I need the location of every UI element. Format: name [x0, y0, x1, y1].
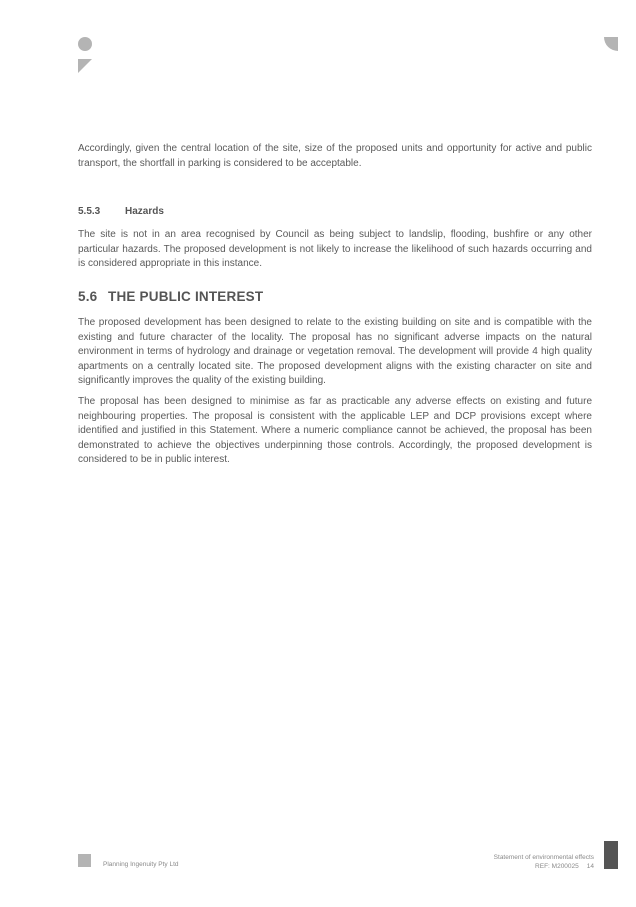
footer-company: Planning Ingenuity Pty Ltd	[103, 861, 179, 868]
footer-square	[78, 854, 91, 867]
logo-circle	[78, 37, 92, 51]
hazards-title: Hazards	[125, 206, 164, 217]
footer-ref-line	[494, 862, 594, 871]
public-interest-paragraph-1: The proposed development has been designed to relate to the existing building on site and is compatible with the existing and future character of the locality. The proposal has no significant adverse impacts on the natural environment in terms of hydrology and drainage or vegetation removal. The development will provide 4 high quality apartments on a centrally located site. The proposed development aligns with the existing character on site and significantly improves the quality of the existing building.	[78, 317, 592, 386]
footer-reference: REF: M200025	[535, 863, 579, 870]
footer-document-info	[494, 853, 594, 871]
hazards-heading	[78, 206, 164, 217]
public-interest-title: THE PUBLIC INTEREST	[108, 289, 264, 304]
hazards-paragraph: The site is not in an area recognised by Council as being subject to landslip, flooding, bushfire or any other particular hazards. The proposed development is not likely to increase the likelihood of such hazards occurring and is considered appropriate in this instance.	[78, 229, 592, 269]
intro-paragraph: Accordingly, given the central location of the site, size of the proposed units and opportunity for active and public transport, the shortfall in parking is considered to be acceptable.	[78, 143, 592, 169]
corner-quarter-circle-icon	[604, 37, 618, 51]
footer-document-title: Statement of environmental effects	[493, 854, 594, 861]
footer-bar	[604, 841, 618, 869]
hazards-number: 5.5.3	[78, 206, 101, 217]
logo-triangle-icon	[78, 59, 92, 73]
public-interest-heading	[78, 289, 263, 304]
footer-page-number: 14	[586, 863, 594, 870]
public-interest-number: 5.6	[78, 289, 98, 304]
public-interest-paragraph-2: The proposal has been designed to minimise as far as practicable any adverse effects on existing and future neighbouring properties. The proposal is consistent with the applicable LEP and DCP provisions except where identified and justified in this Statement. Where a numeric compliance cannot be achieved, the proposal has been demonstrated to achieve the objectives underpinning those controls. Accordingly, the proposed development is considered to be in public interest.	[78, 396, 592, 465]
